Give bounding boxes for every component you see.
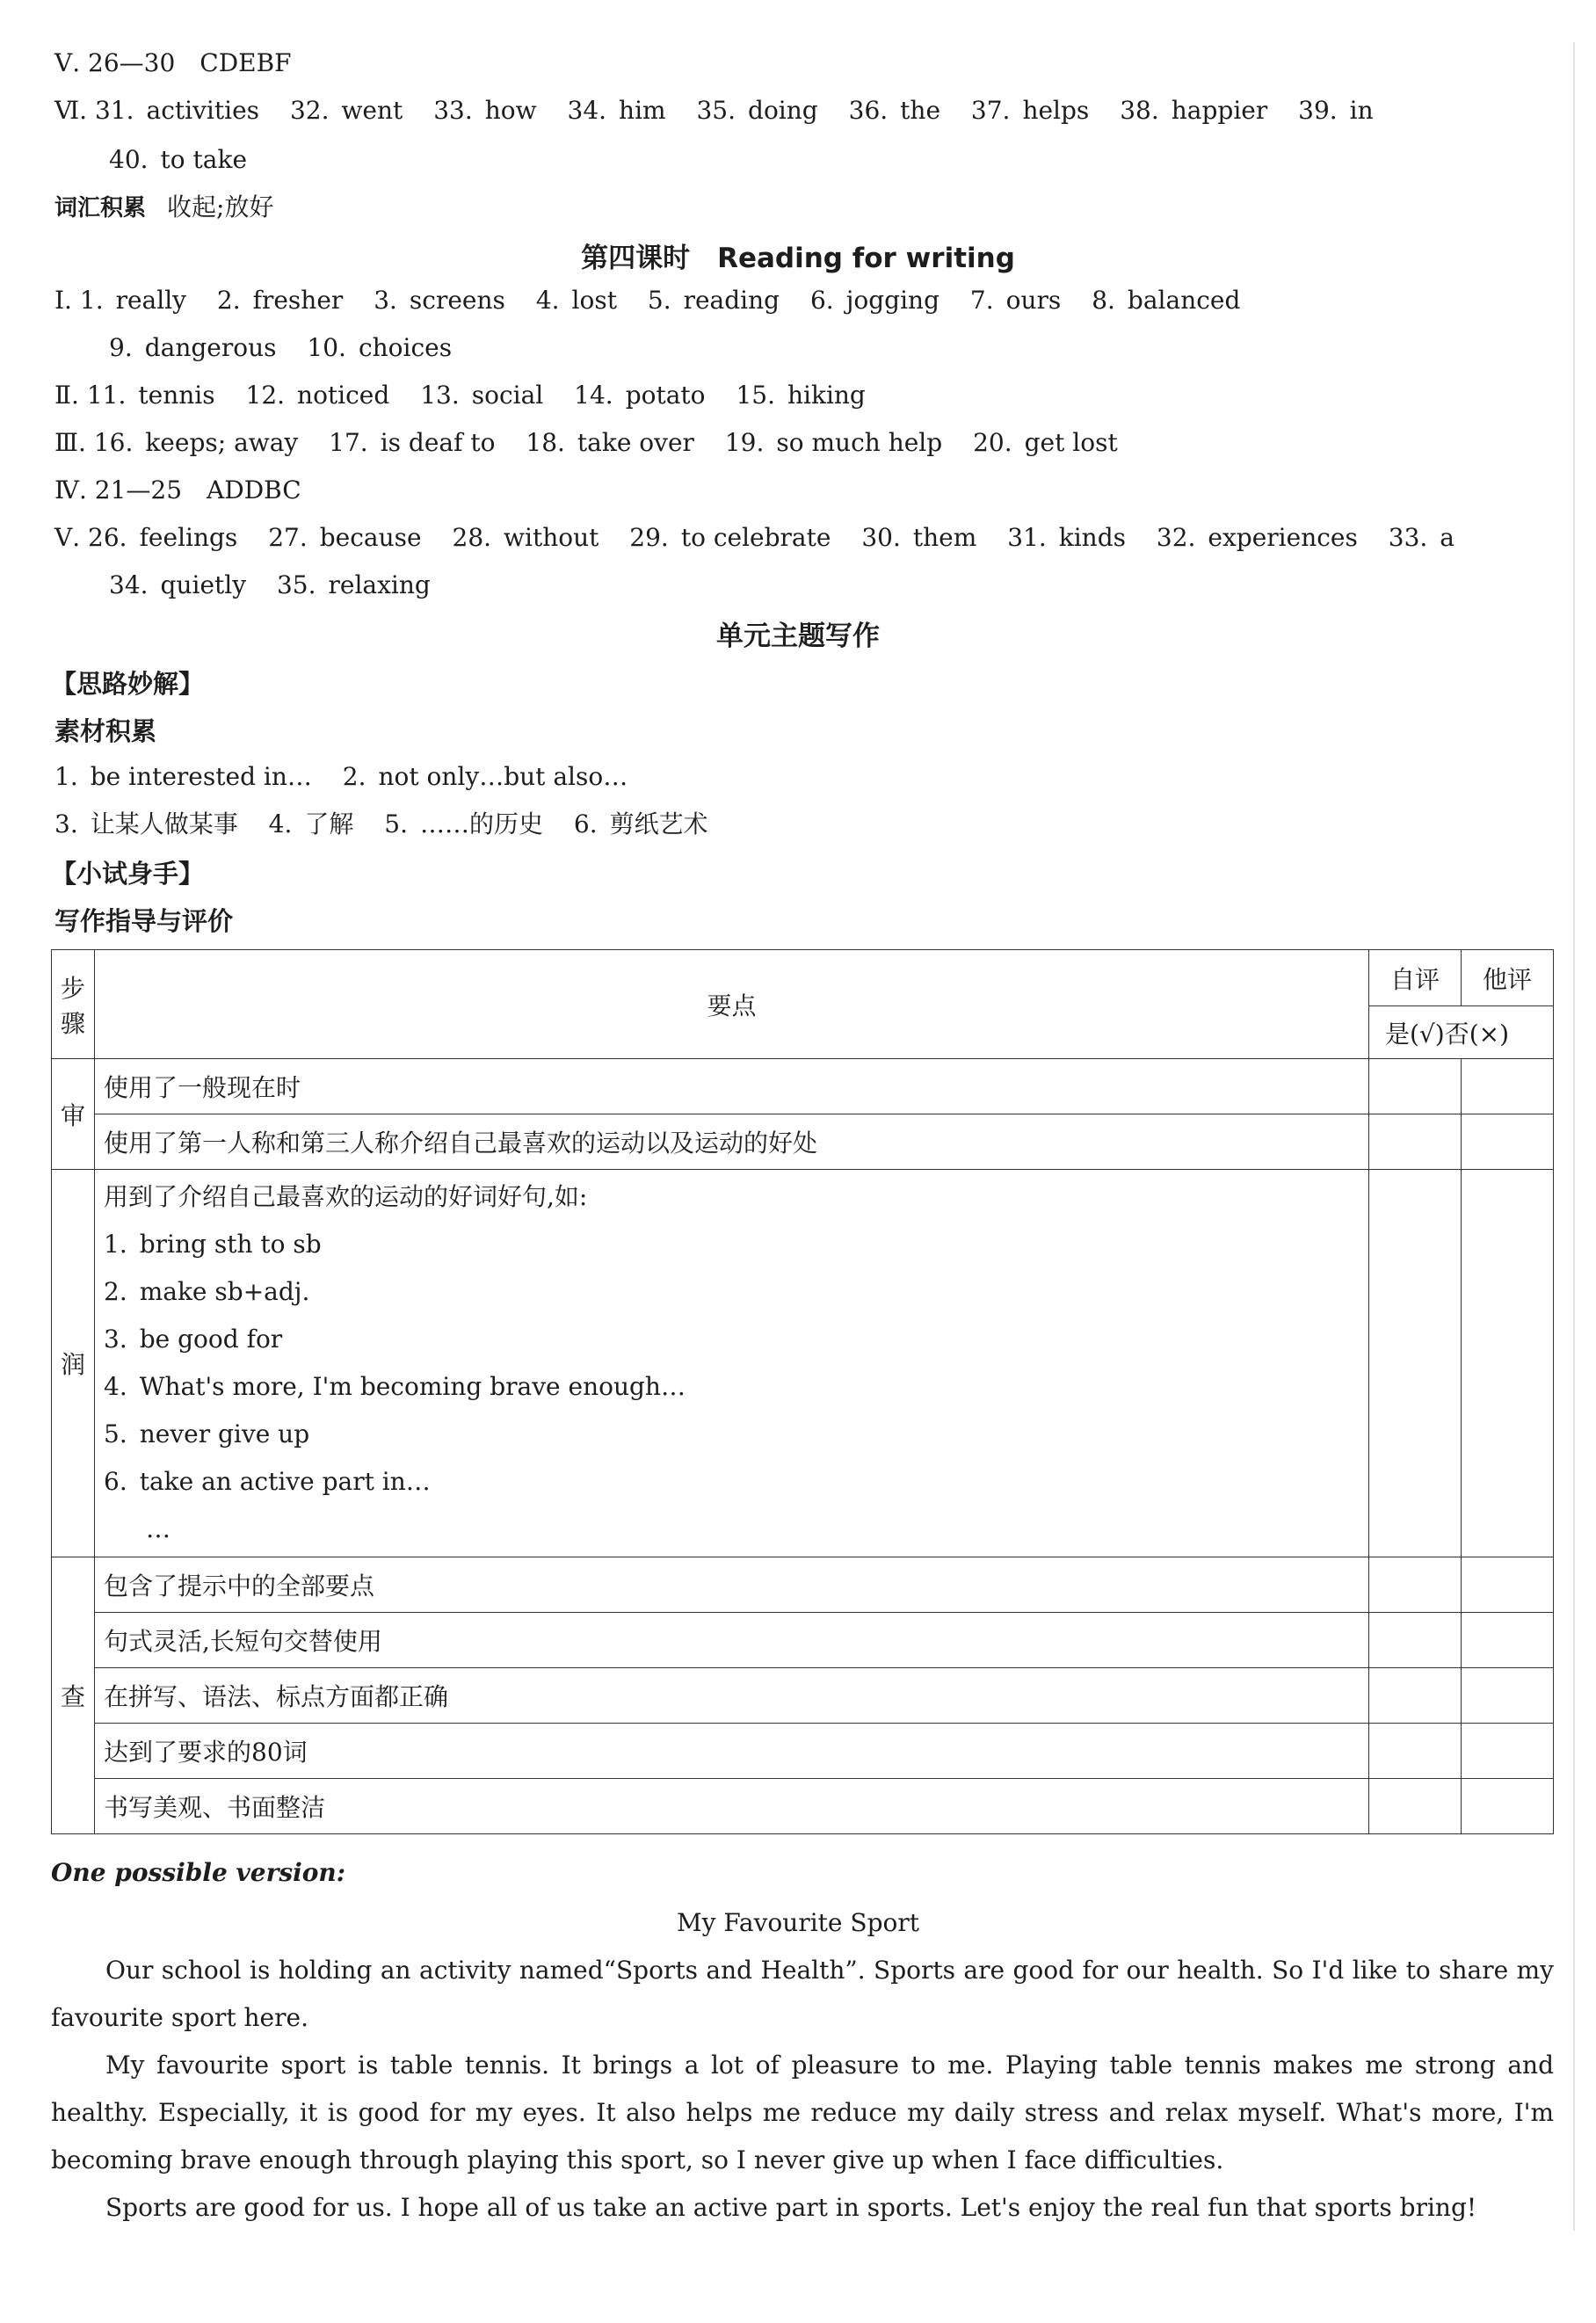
vocab-text: 收起;放好 (167, 192, 274, 221)
answer-word: really (115, 286, 186, 315)
item-number: 3. (374, 286, 397, 315)
phrase-item: 1. bring sth to sb (104, 1230, 322, 1259)
answer-word: fresher (252, 286, 344, 315)
criterion-cell: 书写美观、书面整洁 (95, 1779, 1369, 1834)
peer-check-cell[interactable] (1462, 1613, 1554, 1668)
header-step: 步骤 (52, 950, 95, 1059)
item-number: 37. (970, 96, 1011, 125)
version-label: One possible version: (51, 1858, 346, 1887)
phrase: not only…but also… (378, 762, 628, 791)
answer-word: experiences (1208, 523, 1358, 552)
phrase-item: 4. What's more, I'm becoming brave enough… (104, 1372, 686, 1401)
item-number: 30. (861, 523, 901, 552)
answer-word: tennis (138, 381, 215, 410)
item-number: 2. (216, 286, 241, 315)
answer-line-vi (54, 93, 1396, 128)
guide-heading: 写作指导与评价 (54, 906, 234, 936)
item-number: 32. (289, 96, 330, 125)
header-yes-no: 是(√)否(×) (1369, 1006, 1554, 1059)
answer-line-l4-iv (54, 473, 301, 508)
phrase-item: 3. be good for (104, 1325, 283, 1354)
answer-text: 21—25 ADDBC (94, 475, 301, 505)
phrase-item: 5. never give up (104, 1419, 310, 1448)
self-check-cell[interactable] (1369, 1059, 1462, 1114)
answer-line-l4-i-cont (109, 330, 452, 366)
section-numeral: Ⅰ. (54, 286, 72, 315)
answer-word: to take (160, 145, 248, 174)
item-number: 3. (54, 809, 78, 838)
answer-word: get lost (1024, 428, 1118, 457)
answer-word: so much help (776, 428, 943, 457)
section-numeral: Ⅴ. (54, 523, 81, 552)
phrase-item: 2. make sb+adj. (104, 1277, 310, 1306)
answer-line-l4-ii (54, 378, 866, 413)
section-numeral: Ⅴ. (54, 48, 81, 77)
item-number: 4. (535, 286, 560, 315)
answer-line-v (54, 46, 292, 81)
section-numeral: Ⅲ. (54, 428, 86, 457)
item-number: 2. (342, 762, 366, 791)
peer-check-cell[interactable] (1462, 1114, 1554, 1170)
answer-word: potato (625, 381, 706, 410)
answer-word: jogging (845, 286, 940, 315)
essay-paragraph: My favourite sport is table tennis. It brings a lot of pleasure to me. Playing table tennis makes me strong and healthy. Especially, it is good for my eyes. It also helps me reduce my daily stress and relax myself. What's more, I'm becoming brave enough through playing this sport, so I never give up when I face difficulties. (51, 2051, 1554, 2174)
answer-word: the (900, 96, 941, 125)
answer-word: social (471, 381, 544, 410)
section-numeral: Ⅳ. (54, 475, 87, 505)
phrase: be interested in… (90, 762, 312, 791)
item-number: 15. (736, 381, 775, 410)
item-number: 1. (54, 762, 78, 791)
item-number: 33. (433, 96, 473, 125)
item-number: 34. (567, 96, 607, 125)
answer-word: is deaf to (380, 428, 496, 457)
header-points: 要点 (95, 950, 1369, 1059)
item-number: 5. (384, 809, 408, 838)
item-number: 17. (329, 428, 368, 457)
item-number: 12. (245, 381, 286, 410)
item-number: 14. (574, 381, 613, 410)
vocab-line (54, 190, 273, 226)
peer-check-cell[interactable] (1462, 1170, 1554, 1557)
item-number: 29. (629, 523, 669, 552)
answer-word: quietly (160, 570, 247, 599)
unit-writing-title: 单元主题写作 (716, 621, 880, 652)
criterion-cell: 达到了要求的80词 (95, 1724, 1369, 1779)
self-check-cell[interactable] (1369, 1613, 1462, 1668)
answer-word: without (504, 523, 599, 552)
item-number: 35. (276, 570, 316, 599)
phrase: 了解 (304, 809, 354, 838)
answer-word: him (619, 96, 666, 125)
self-check-cell[interactable] (1369, 1557, 1462, 1613)
criterion-cell-phrases (95, 1170, 1369, 1557)
step-run: 润 (52, 1170, 95, 1557)
item-number: 36. (848, 96, 889, 125)
answer-word: how (484, 96, 537, 125)
sucai-line-2 (54, 807, 708, 842)
item-number: 5. (647, 286, 671, 315)
phrase: 让某人做某事 (90, 809, 238, 838)
answer-word: happier (1171, 96, 1268, 125)
phrase: ……的历史 (420, 809, 544, 838)
answer-word: choices (358, 333, 453, 362)
item-number: 31. (94, 96, 134, 125)
criterion-cell: 使用了一般现在时 (95, 1059, 1369, 1114)
answer-word: lost (571, 286, 617, 315)
answer-word: relaxing (328, 570, 431, 599)
phrase-ellipsis: … (146, 1514, 170, 1543)
peer-check-cell[interactable] (1462, 1724, 1554, 1779)
phrases-intro: 用到了介绍自己最喜欢的运动的好词好句,如: (104, 1182, 588, 1211)
item-number: 16. (93, 428, 134, 457)
item-number: 11. (86, 381, 127, 410)
item-number: 26. (88, 523, 127, 552)
item-number: 35. (696, 96, 736, 125)
item-number: 18. (526, 428, 565, 457)
self-check-cell[interactable] (1369, 1114, 1462, 1170)
item-number: 27. (268, 523, 308, 552)
evaluation-table (51, 949, 1554, 1834)
answer-word: kinds (1058, 523, 1126, 552)
answer-word: activities (146, 96, 260, 125)
answer-word: screens (409, 286, 505, 315)
answer-word: doing (748, 96, 818, 125)
answer-word: noticed (297, 381, 390, 410)
answer-line-l4-i (54, 283, 1263, 318)
xiaoshi-heading: 【小试身手】 (51, 859, 205, 889)
answer-line-l4-v (54, 520, 1455, 555)
phrase-item: 6. take an active part in… (104, 1467, 431, 1496)
peer-check-cell[interactable] (1462, 1557, 1554, 1613)
answer-word: dangerous (144, 333, 277, 362)
criterion-cell: 包含了提示中的全部要点 (95, 1557, 1369, 1613)
essay-title: My Favourite Sport (677, 1908, 919, 1937)
item-number: 8. (1092, 286, 1115, 315)
self-check-cell[interactable] (1369, 1170, 1462, 1557)
answer-word: take over (577, 428, 694, 457)
essay-paragraph: Sports are good for us. I hope all of us take an active part in sports. Let's enjoy the real fun that sports bring! (105, 2193, 1477, 2222)
answer-line-l4-iii (54, 425, 1118, 461)
sucai-heading: 素材积累 (54, 716, 157, 746)
section-numeral: Ⅱ. (54, 381, 79, 410)
answer-word: ours (1005, 286, 1062, 315)
item-number: 19. (724, 428, 765, 457)
answer-word: reading (683, 286, 780, 315)
item-number: 1. (79, 286, 104, 315)
header-self: 自评 (1369, 950, 1462, 1006)
answer-word: in (1349, 96, 1374, 125)
sucai-line-1 (54, 759, 628, 795)
answer-word: because (319, 523, 422, 552)
self-check-cell[interactable] (1369, 1779, 1462, 1834)
section-numeral: Ⅵ. (54, 96, 88, 125)
answer-word: feelings (139, 523, 238, 552)
answer-word: keeps; away (145, 428, 299, 457)
header-other: 他评 (1462, 950, 1554, 1006)
answer-word: balanced (1127, 286, 1241, 315)
item-number: 20. (973, 428, 1012, 457)
answer-word: to celebrate (680, 523, 831, 552)
peer-check-cell[interactable] (1462, 1779, 1554, 1834)
criterion-cell: 句式灵活,长短句交替使用 (95, 1613, 1369, 1668)
page-margin-rule (1573, 42, 1575, 2231)
criterion-cell: 使用了第一人称和第三人称介绍自己最喜欢的运动以及运动的好处 (95, 1114, 1369, 1170)
siluo-heading: 【思路妙解】 (51, 669, 205, 699)
criterion-cell: 在拼写、语法、标点方面都正确 (95, 1668, 1369, 1724)
vocab-label: 词汇积累 (54, 195, 147, 221)
answer-line-vi-cont (109, 142, 247, 178)
item-number: 6. (809, 286, 834, 315)
phrase: 剪纸艺术 (609, 809, 708, 838)
peer-check-cell[interactable] (1462, 1668, 1554, 1724)
lesson-title: 第四课时 Reading for writing (581, 243, 1015, 274)
answer-word: helps (1022, 96, 1090, 125)
essay-paragraph: Our school is holding an activity named“Sports and Health”. Sports are good for our health. So I'd like to share my favourite sport here. (51, 1956, 1554, 2032)
item-number: 33. (1388, 523, 1428, 552)
item-number: 9. (109, 333, 133, 362)
step-cha: 查 (52, 1557, 95, 1834)
item-number: 10. (307, 333, 346, 362)
answer-word: went (341, 96, 403, 125)
answer-word: them (912, 523, 977, 552)
item-number: 39. (1298, 96, 1338, 125)
item-number: 13. (420, 381, 460, 410)
item-number: 6. (573, 809, 598, 838)
item-number: 40. (109, 145, 149, 174)
item-number: 28. (452, 523, 492, 552)
self-check-cell[interactable] (1369, 1724, 1462, 1779)
item-number: 32. (1156, 523, 1196, 552)
step-shen: 审 (52, 1059, 95, 1170)
answer-line-l4-v-cont (109, 568, 431, 603)
answer-text: 26—30 CDEBF (88, 48, 292, 77)
answer-word: hiking (787, 381, 866, 410)
item-number: 7. (969, 286, 994, 315)
item-number: 4. (268, 809, 293, 838)
peer-check-cell[interactable] (1462, 1059, 1554, 1114)
item-number: 31. (1007, 523, 1047, 552)
answer-word: a (1440, 523, 1455, 552)
item-number: 38. (1120, 96, 1159, 125)
self-check-cell[interactable] (1369, 1668, 1462, 1724)
item-number: 34. (109, 570, 149, 599)
